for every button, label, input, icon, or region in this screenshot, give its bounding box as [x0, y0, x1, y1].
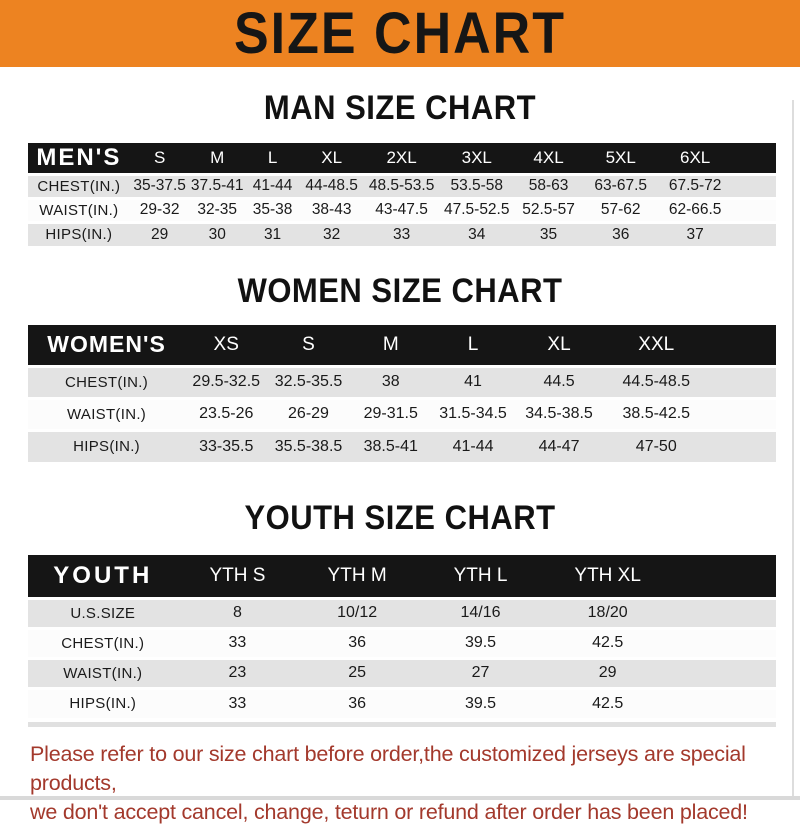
size-column-header: M — [190, 143, 245, 174]
disclaimer-text — [30, 740, 790, 827]
measurement-value: 44.5 — [514, 366, 604, 398]
disclaimer-line-2: we don't accept cancel, change, teturn or refund after order has been placed! — [30, 800, 748, 824]
measurement-value: 37 — [658, 222, 733, 246]
measurement-value: 35-38 — [245, 198, 300, 222]
measurement-value: 35 — [513, 222, 583, 246]
measurement-label: HIPS(IN.) — [28, 688, 178, 718]
size-column-header: YTH L — [417, 555, 544, 598]
measurement-value: 42.5 — [544, 628, 671, 658]
measurement-row — [28, 222, 776, 246]
size-column-header: 3XL — [440, 143, 513, 174]
spacer-cell — [671, 628, 776, 658]
size-column-header: XL — [300, 143, 363, 174]
measurement-value: 29-32 — [130, 198, 190, 222]
measurement-value: 44-48.5 — [300, 174, 363, 198]
size-column-header: XL — [514, 325, 604, 366]
measurement-value: 41-44 — [432, 430, 514, 462]
measurement-value: 32 — [300, 222, 363, 246]
measurement-value: 34.5-38.5 — [514, 398, 604, 430]
measurement-value: 62-66.5 — [658, 198, 733, 222]
measurement-label: HIPS(IN.) — [28, 430, 185, 462]
measurement-value: 33-35.5 — [185, 430, 267, 462]
measurement-label: WAIST(IN.) — [28, 658, 178, 688]
size-column-header: XXL — [604, 325, 709, 366]
measurement-value: 25 — [297, 658, 417, 688]
measurement-value: 63-67.5 — [584, 174, 658, 198]
measurement-label: U.S.SIZE — [28, 598, 178, 628]
measurement-value: 53.5-58 — [440, 174, 513, 198]
measurement-value: 33 — [363, 222, 440, 246]
men-size-table — [28, 143, 776, 246]
measurement-value: 23 — [178, 658, 298, 688]
measurement-value: 44-47 — [514, 430, 604, 462]
spacer-cell — [671, 688, 776, 718]
measurement-row — [28, 398, 776, 430]
measurement-value: 44.5-48.5 — [604, 366, 709, 398]
women-size-table — [28, 325, 776, 462]
measurement-value: 23.5-26 — [185, 398, 267, 430]
measurement-value: 42.5 — [544, 688, 671, 718]
measurement-value: 37.5-41 — [190, 174, 245, 198]
disclaimer-line-1: Please refer to our size chart before order,the customized jerseys are special products, — [30, 742, 746, 795]
youth-size-table — [28, 555, 776, 718]
measurement-value: 38 — [350, 366, 432, 398]
measurement-value: 27 — [417, 658, 544, 688]
measurement-value: 10/12 — [297, 598, 417, 628]
measurement-value: 33 — [178, 628, 298, 658]
section-title: YOUTH SIZE CHART — [244, 498, 556, 537]
measurement-value: 36 — [584, 222, 658, 246]
size-column-header: XS — [185, 325, 267, 366]
spacer-cell — [733, 143, 776, 174]
measurement-row — [28, 688, 776, 718]
size-chart-banner — [0, 0, 800, 67]
measurement-label: HIPS(IN.) — [28, 222, 130, 246]
measurement-value: 18/20 — [544, 598, 671, 628]
measurement-row — [28, 174, 776, 198]
measurement-value: 34 — [440, 222, 513, 246]
size-column-header: M — [350, 325, 432, 366]
size-column-header: L — [432, 325, 514, 366]
measurement-value: 29 — [544, 658, 671, 688]
measurement-value: 38.5-41 — [350, 430, 432, 462]
measurement-value: 29.5-32.5 — [185, 366, 267, 398]
measurement-value: 35.5-38.5 — [267, 430, 349, 462]
measurement-row — [28, 198, 776, 222]
measurement-value: 32-35 — [190, 198, 245, 222]
measurement-row — [28, 430, 776, 462]
size-column-header: S — [130, 143, 190, 174]
section-title: MAN SIZE CHART — [263, 88, 537, 127]
measurement-value: 36 — [297, 628, 417, 658]
measurement-value: 57-62 — [584, 198, 658, 222]
spacer-cell — [733, 174, 776, 198]
measurement-value: 52.5-57 — [513, 198, 583, 222]
right-edge-line — [792, 100, 794, 800]
bottom-edge-strip — [0, 796, 800, 800]
measurement-value: 47.5-52.5 — [440, 198, 513, 222]
spacer-cell — [733, 198, 776, 222]
measurement-value: 29-31.5 — [350, 398, 432, 430]
table-category-label: MEN'S — [28, 143, 130, 174]
measurement-value: 31 — [245, 222, 300, 246]
size-column-header: 2XL — [363, 143, 440, 174]
measurement-value: 41 — [432, 366, 514, 398]
size-column-header: YTH M — [297, 555, 417, 598]
spacer-cell — [671, 598, 776, 628]
measurement-value: 8 — [178, 598, 298, 628]
size-header-row — [28, 325, 776, 366]
size-column-header: S — [267, 325, 349, 366]
measurement-value: 67.5-72 — [658, 174, 733, 198]
size-column-header: 6XL — [658, 143, 733, 174]
banner-title: SIZE CHART — [234, 1, 566, 66]
spacer-cell — [709, 430, 776, 462]
spacer-cell — [671, 555, 776, 598]
size-column-header: YTH S — [178, 555, 298, 598]
measurement-value: 41-44 — [245, 174, 300, 198]
measurement-label: CHEST(IN.) — [28, 174, 130, 198]
measurement-value: 58-63 — [513, 174, 583, 198]
measurement-value: 38-43 — [300, 198, 363, 222]
measurement-row — [28, 628, 776, 658]
women-section-title — [0, 273, 800, 309]
youth-section-title — [0, 500, 800, 536]
measurement-value: 33 — [178, 688, 298, 718]
measurement-label: CHEST(IN.) — [28, 366, 185, 398]
measurement-label: WAIST(IN.) — [28, 198, 130, 222]
measurement-value: 48.5-53.5 — [363, 174, 440, 198]
spacer-cell — [709, 398, 776, 430]
measurement-value: 43-47.5 — [363, 198, 440, 222]
spacer-cell — [709, 366, 776, 398]
measurement-row — [28, 366, 776, 398]
measurement-value: 35-37.5 — [130, 174, 190, 198]
man-section-title — [0, 90, 800, 126]
size-column-header: YTH XL — [544, 555, 671, 598]
size-column-header: 5XL — [584, 143, 658, 174]
measurement-value: 31.5-34.5 — [432, 398, 514, 430]
measurement-value: 38.5-42.5 — [604, 398, 709, 430]
size-column-header: L — [245, 143, 300, 174]
measurement-value: 32.5-35.5 — [267, 366, 349, 398]
measurement-value: 39.5 — [417, 628, 544, 658]
measurement-label: CHEST(IN.) — [28, 628, 178, 658]
measurement-value: 30 — [190, 222, 245, 246]
table-bottom-divider — [28, 722, 776, 727]
measurement-row — [28, 658, 776, 688]
measurement-value: 14/16 — [417, 598, 544, 628]
table-category-label: WOMEN'S — [28, 325, 185, 366]
spacer-cell — [733, 222, 776, 246]
size-header-row — [28, 143, 776, 174]
measurement-row — [28, 598, 776, 628]
spacer-cell — [709, 325, 776, 366]
size-header-row — [28, 555, 776, 598]
spacer-cell — [671, 658, 776, 688]
measurement-value: 47-50 — [604, 430, 709, 462]
measurement-value: 26-29 — [267, 398, 349, 430]
measurement-value: 36 — [297, 688, 417, 718]
measurement-value: 39.5 — [417, 688, 544, 718]
table-category-label: YOUTH — [28, 555, 178, 598]
size-column-header: 4XL — [513, 143, 583, 174]
section-title: WOMEN SIZE CHART — [237, 271, 563, 310]
measurement-value: 29 — [130, 222, 190, 246]
measurement-label: WAIST(IN.) — [28, 398, 185, 430]
